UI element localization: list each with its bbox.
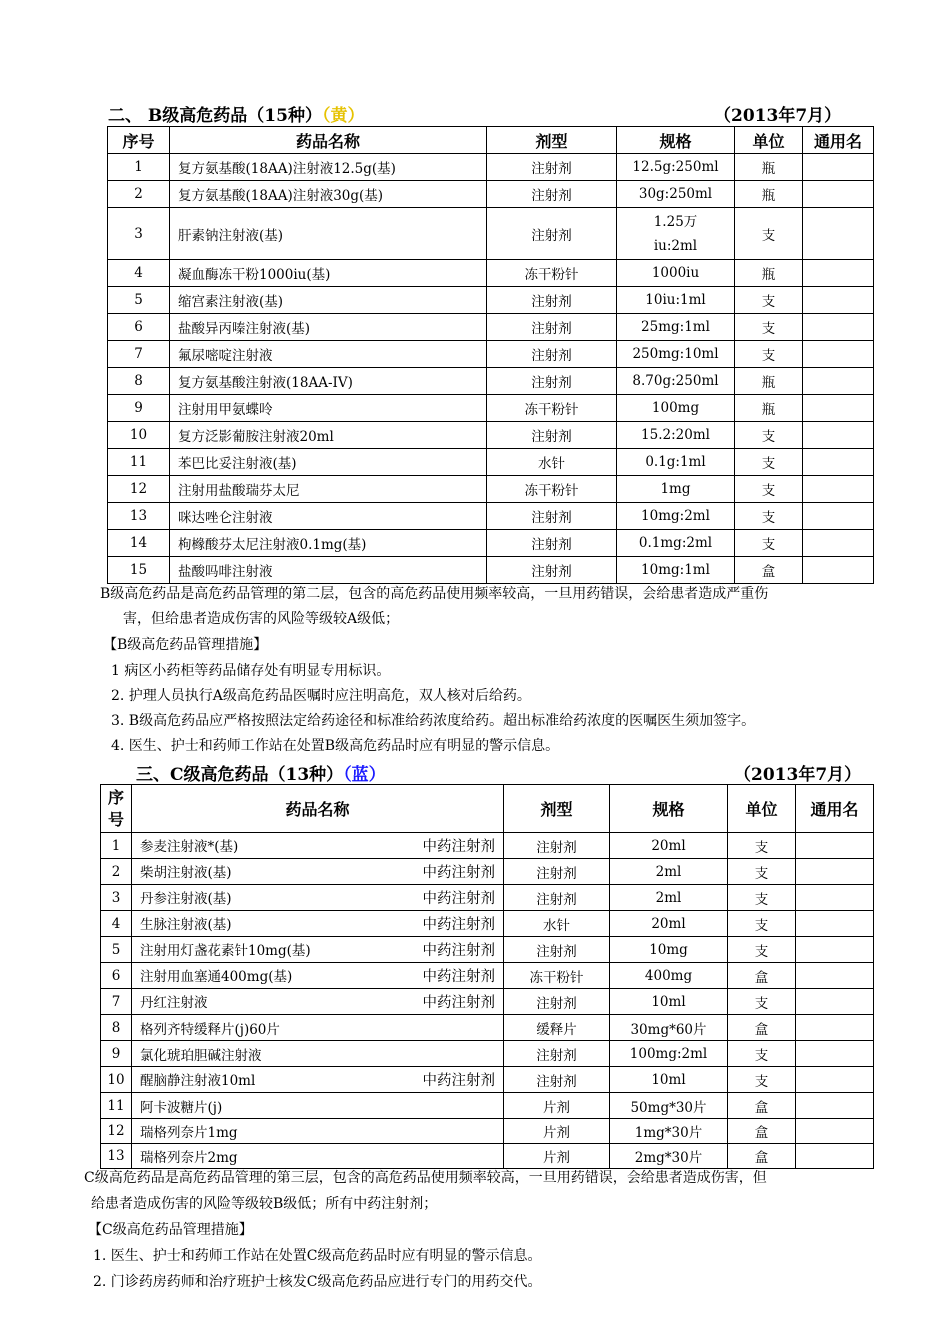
section-b-color-tag: （黄） [321, 106, 365, 126]
cell-unit: 支 [728, 937, 796, 963]
cell-no: 2 [101, 859, 132, 885]
cell-generic [803, 449, 874, 476]
cell-name [132, 937, 504, 963]
cell-unit: 支 [735, 530, 803, 557]
cell-form: 注射剂 [487, 181, 617, 208]
cell-name [170, 449, 487, 476]
col-header-name: 药品名称 [132, 785, 504, 833]
tcm-category-label: 中药注射剂 [422, 995, 495, 1011]
cell-name [132, 963, 504, 989]
cell-no: 6 [101, 963, 132, 989]
table-row [101, 963, 874, 989]
drug-name: 肝素钠注射液(基) [178, 227, 284, 244]
cell-name [132, 911, 504, 937]
cell-unit: 支 [728, 859, 796, 885]
table-row [101, 1119, 874, 1144]
cell-spec: 400mg [610, 963, 728, 989]
cell-no: 5 [101, 937, 132, 963]
drug-name: 缩宫素注射液(基) [178, 294, 284, 310]
cell-form: 注射剂 [487, 287, 617, 314]
cell-name [170, 341, 487, 368]
section-b-date: （2013年7月） [714, 106, 842, 126]
table-row [101, 1067, 874, 1093]
cell-no: 9 [108, 395, 170, 422]
table-row [101, 859, 874, 885]
cell-generic [803, 395, 874, 422]
section-c-table [100, 784, 874, 1169]
cell-form: 注射剂 [487, 341, 617, 368]
cell-generic [803, 287, 874, 314]
cell-unit: 支 [728, 1067, 796, 1093]
table-row [101, 1144, 874, 1169]
cell-no: 7 [101, 989, 132, 1015]
cell-form: 注射剂 [504, 1041, 610, 1067]
cell-form: 片剂 [504, 1093, 610, 1119]
cell-spec: 2ml [610, 859, 728, 885]
cell-spec: 20ml [610, 833, 728, 859]
cell-spec: 10mg:1ml [617, 557, 735, 584]
cell-form: 注射剂 [487, 208, 617, 260]
table-header-row [101, 785, 874, 833]
col-header-generic: 通用名 [796, 785, 874, 833]
cell-generic [796, 911, 874, 937]
cell-spec: 10ml [610, 989, 728, 1015]
col-header-generic: 通用名 [803, 127, 874, 154]
tcm-category-label: 中药注射剂 [422, 943, 495, 959]
cell-name [132, 859, 504, 885]
cell-no: 2 [108, 181, 170, 208]
cell-unit: 盒 [728, 1119, 796, 1144]
col-header-form: 剂型 [487, 127, 617, 154]
cell-form: 冻干粉针 [487, 260, 617, 287]
cell-name [132, 833, 504, 859]
cell-unit: 支 [735, 449, 803, 476]
col-header-form: 剂型 [504, 785, 610, 833]
cell-spec: 20ml [610, 911, 728, 937]
table-row [108, 395, 874, 422]
cell-generic [803, 181, 874, 208]
cell-form: 注射剂 [487, 503, 617, 530]
cell-generic [796, 1041, 874, 1067]
cell-generic [796, 1015, 874, 1041]
cell-unit: 支 [735, 341, 803, 368]
table-row [108, 530, 874, 557]
section-c-measure-2: 2. 门诊药房药师和治疗班护士核发C级高危药品应进行专门的用药交代。 [93, 1274, 542, 1290]
section-b-measure-4: 4. 医生、护士和药师工作站在处置B级高危药品时应有明显的警示信息。 [111, 738, 560, 754]
cell-name [132, 885, 504, 911]
cell-no: 10 [101, 1067, 132, 1093]
table-header-row [108, 127, 874, 154]
cell-unit: 盒 [728, 1144, 796, 1169]
cell-unit: 盒 [728, 963, 796, 989]
cell-spec: 1mg [617, 476, 735, 503]
cell-generic [803, 154, 874, 181]
cell-form: 片剂 [504, 1144, 610, 1169]
cell-form: 缓释片 [504, 1015, 610, 1041]
cell-unit: 盒 [735, 557, 803, 584]
cell-generic [803, 208, 874, 260]
cell-name [132, 1015, 504, 1041]
cell-form: 冻干粉针 [487, 476, 617, 503]
table-row [101, 911, 874, 937]
drug-name: 柴胡注射液(基) [140, 865, 232, 881]
section-c-measure-1: 1. 医生、护士和药师工作站在处置C级高危药品时应有明显的警示信息。 [93, 1248, 542, 1264]
col-header-name: 药品名称 [170, 127, 487, 154]
col-header-unit: 单位 [735, 127, 803, 154]
cell-unit: 支 [728, 1041, 796, 1067]
drug-name: 复方氨基酸(18AA)注射液12.5g(基) [178, 161, 396, 177]
cell-spec: 10ml [610, 1067, 728, 1093]
cell-generic [796, 885, 874, 911]
cell-generic [803, 368, 874, 395]
cell-name [170, 208, 487, 260]
cell-unit: 支 [735, 208, 803, 260]
drug-name: 复方泛影葡胺注射液20ml [178, 429, 334, 445]
drug-name: 氟尿嘧啶注射液 [178, 348, 273, 364]
table-row [108, 449, 874, 476]
drug-name: 复方氨基酸注射液(18AA-IV) [178, 375, 353, 391]
cell-unit: 瓶 [735, 368, 803, 395]
cell-generic [803, 314, 874, 341]
cell-form: 注射剂 [504, 859, 610, 885]
drug-name: 醒脑静注射液10ml [140, 1073, 256, 1089]
cell-generic [803, 260, 874, 287]
cell-name [170, 154, 487, 181]
cell-no: 13 [108, 503, 170, 530]
cell-spec: 8.70g:250ml [617, 368, 735, 395]
table-row [108, 422, 874, 449]
cell-no: 12 [108, 476, 170, 503]
cell-unit: 盒 [728, 1015, 796, 1041]
table-row [108, 503, 874, 530]
cell-name [170, 422, 487, 449]
cell-spec: 1mg*30片 [610, 1119, 728, 1144]
cell-form: 注射剂 [487, 368, 617, 395]
section-b-measure-3: 3. B级高危药品应严格按照法定给药途径和标准给药浓度给药。超出标准给药浓度的医嘱医生须加签字。 [111, 713, 756, 729]
table-row [108, 368, 874, 395]
cell-generic [796, 1144, 874, 1169]
cell-generic [803, 422, 874, 449]
cell-spec: 250mg:10ml [617, 341, 735, 368]
table-row [101, 1093, 874, 1119]
cell-form: 注射剂 [487, 530, 617, 557]
cell-unit: 瓶 [735, 395, 803, 422]
section-b-title: 二、 B级高危药品（15种） [108, 106, 322, 126]
cell-form: 冻干粉针 [487, 395, 617, 422]
cell-name [170, 287, 487, 314]
cell-name [170, 503, 487, 530]
cell-form: 注射剂 [504, 885, 610, 911]
drug-name: 生脉注射液(基) [140, 917, 232, 933]
table-row [108, 208, 874, 260]
cell-form: 水针 [504, 911, 610, 937]
cell-form: 注射剂 [504, 937, 610, 963]
section-b-heading [108, 101, 364, 126]
cell-form: 注射剂 [487, 422, 617, 449]
cell-name [132, 989, 504, 1015]
table-row [108, 260, 874, 287]
drug-name: 盐酸吗啡注射液 [178, 564, 273, 580]
cell-unit: 支 [735, 287, 803, 314]
cell-name [132, 1119, 504, 1144]
section-c-measures-title: 【C级高危药品管理措施】 [88, 1222, 253, 1238]
cell-no: 4 [108, 260, 170, 287]
cell-name [170, 530, 487, 557]
cell-form: 水针 [487, 449, 617, 476]
drug-name: 丹参注射液(基) [140, 891, 232, 907]
drug-name: 苯巴比妥注射液(基) [178, 456, 297, 472]
drug-name: 咪达唑仑注射液 [178, 510, 273, 526]
section-c-color-tag: （蓝） [343, 765, 386, 785]
table-row [108, 557, 874, 584]
cell-name [132, 1093, 504, 1119]
table-row [101, 1041, 874, 1067]
table-row [108, 287, 874, 314]
cell-spec: 0.1mg:2ml [617, 530, 735, 557]
cell-no: 7 [108, 341, 170, 368]
cell-name [170, 476, 487, 503]
cell-generic [796, 833, 874, 859]
cell-spec: 50mg*30片 [610, 1093, 728, 1119]
cell-generic [796, 1093, 874, 1119]
tcm-category-label: 中药注射剂 [422, 891, 495, 907]
tcm-category-label: 中药注射剂 [422, 969, 495, 985]
tcm-category-label: 中药注射剂 [422, 865, 495, 881]
col-header-no: 序号 [108, 127, 170, 154]
cell-form: 注射剂 [487, 314, 617, 341]
cell-form: 冻干粉针 [504, 963, 610, 989]
cell-name [170, 314, 487, 341]
section-c-description-1: C级高危药品是高危药品管理的第三层，包含的高危药品使用频率较高，一旦用药错误，会给患者造成伤害，但 [84, 1170, 767, 1186]
cell-unit: 支 [728, 911, 796, 937]
section-b-measure-1: 1 病区小药柜等药品储存处有明显专用标识。 [111, 663, 391, 679]
cell-spec: 1000iu [617, 260, 735, 287]
col-header-spec: 规格 [617, 127, 735, 154]
cell-spec: 100mg [617, 395, 735, 422]
cell-generic [803, 476, 874, 503]
drug-name: 丹红注射液 [140, 995, 208, 1011]
cell-spec: 30g:250ml [617, 181, 735, 208]
spec-line-1: 1.25万 [653, 213, 698, 230]
cell-unit: 支 [735, 422, 803, 449]
cell-generic [796, 989, 874, 1015]
table-row [101, 1015, 874, 1041]
drug-name: 注射用盐酸瑞芬太尼 [178, 483, 300, 499]
cell-name [170, 181, 487, 208]
cell-name [132, 1144, 504, 1169]
cell-no: 1 [101, 833, 132, 859]
cell-no: 6 [108, 314, 170, 341]
drug-name: 氯化琥珀胆碱注射液 [140, 1047, 262, 1064]
cell-spec: 15.2:20ml [617, 422, 735, 449]
cell-unit: 瓶 [735, 181, 803, 208]
cell-spec: 2mg*30片 [610, 1144, 728, 1169]
cell-unit: 支 [735, 503, 803, 530]
cell-form: 注射剂 [504, 1067, 610, 1093]
cell-generic [796, 859, 874, 885]
cell-generic [803, 530, 874, 557]
cell-no: 3 [108, 208, 170, 260]
cell-unit: 支 [735, 314, 803, 341]
cell-generic [803, 341, 874, 368]
cell-unit: 盒 [728, 1093, 796, 1119]
section-b-table [107, 126, 874, 584]
section-c-date: （2013年7月） [734, 765, 862, 785]
table-row [108, 154, 874, 181]
table-row [108, 341, 874, 368]
cell-no: 9 [101, 1041, 132, 1067]
section-c-heading [136, 760, 386, 785]
table-row [108, 181, 874, 208]
cell-name [132, 1067, 504, 1093]
cell-no: 10 [108, 422, 170, 449]
cell-form: 注射剂 [504, 989, 610, 1015]
cell-spec: 100mg:2ml [610, 1041, 728, 1067]
cell-no: 1 [108, 154, 170, 181]
cell-no: 11 [101, 1093, 132, 1119]
tcm-category-label: 中药注射剂 [422, 917, 495, 933]
col-header-spec: 规格 [610, 785, 728, 833]
drug-name: 注射用血塞通400mg(基) [140, 969, 293, 985]
cell-spec: 25mg:1ml [617, 314, 735, 341]
drug-name: 瑞格列奈片2mg [140, 1150, 238, 1166]
col-header-no: 序号 [101, 785, 132, 833]
cell-no: 13 [101, 1144, 132, 1169]
cell-no: 12 [101, 1119, 132, 1144]
cell-form: 注射剂 [504, 833, 610, 859]
cell-generic [796, 937, 874, 963]
cell-spec: 10mg:2ml [617, 503, 735, 530]
cell-spec: 0.1g:1ml [617, 449, 735, 476]
section-b-description-2: 害，但给患者造成伤害的风险等级较A级低； [123, 611, 400, 627]
drug-name: 瑞格列奈片1mg [140, 1125, 238, 1141]
section-b-measures-title: 【B级高危药品管理措施】 [103, 637, 268, 653]
cell-name [132, 1041, 504, 1067]
cell-no: 3 [101, 885, 132, 911]
cell-unit: 瓶 [735, 260, 803, 287]
cell-no: 14 [108, 530, 170, 557]
cell-generic [796, 1067, 874, 1093]
section-b-description-1: B级高危药品是高危药品管理的第二层，包含的高危药品使用频率较高，一旦用药错误，会给患者造成严重伤 [100, 586, 769, 602]
drug-name: 参麦注射液*(基) [140, 839, 239, 855]
cell-generic [796, 963, 874, 989]
cell-form: 注射剂 [487, 557, 617, 584]
cell-spec: 2ml [610, 885, 728, 911]
cell-unit: 支 [735, 476, 803, 503]
cell-name [170, 260, 487, 287]
drug-name: 格列齐特缓释片(j)60片 [140, 1021, 280, 1038]
cell-no: 4 [101, 911, 132, 937]
cell-generic [803, 557, 874, 584]
cell-generic [796, 1119, 874, 1144]
cell-spec: 10iu:1ml [617, 287, 735, 314]
cell-name [170, 368, 487, 395]
table-row [108, 314, 874, 341]
cell-no: 8 [108, 368, 170, 395]
table-row [101, 833, 874, 859]
drug-name: 阿卡波糖片(j) [140, 1099, 223, 1116]
cell-no: 11 [108, 449, 170, 476]
col-header-unit: 单位 [728, 785, 796, 833]
drug-name: 盐酸异丙嗪注射液(基) [178, 321, 311, 337]
cell-form: 片剂 [504, 1119, 610, 1144]
cell-generic [803, 503, 874, 530]
cell-unit: 支 [728, 885, 796, 911]
spec-line-2: iu:2ml [653, 237, 698, 254]
table-row [101, 937, 874, 963]
cell-unit: 支 [728, 989, 796, 1015]
section-c-title: 三、C级高危药品（13种） [136, 765, 344, 785]
tcm-category-label: 中药注射剂 [422, 1073, 495, 1089]
cell-no: 15 [108, 557, 170, 584]
drug-name: 枸橼酸芬太尼注射液0.1mg(基) [178, 537, 367, 553]
table-row [101, 989, 874, 1015]
drug-name: 注射用灯盏花素针10mg(基) [140, 943, 311, 959]
cell-name [170, 395, 487, 422]
cell-spec: 30mg*60片 [610, 1015, 728, 1041]
cell-no: 5 [108, 287, 170, 314]
cell-spec: 12.5g:250ml [617, 154, 735, 181]
cell-form: 注射剂 [487, 154, 617, 181]
cell-unit: 瓶 [735, 154, 803, 181]
table-row [108, 476, 874, 503]
cell-no: 8 [101, 1015, 132, 1041]
tcm-category-label: 中药注射剂 [422, 839, 495, 855]
drug-name: 复方氨基酸(18AA)注射液30g(基) [178, 188, 384, 204]
section-b-measure-2: 2. 护理人员执行A级高危药品医嘱时应注明高危，双人核对后给药。 [111, 688, 531, 704]
section-c-description-2: 给患者造成伤害的风险等级较B级低；所有中药注射剂； [91, 1196, 438, 1212]
drug-name: 注射用甲氨蝶呤 [178, 402, 273, 418]
cell-spec [617, 208, 735, 260]
cell-unit: 支 [728, 833, 796, 859]
cell-spec: 10mg [610, 937, 728, 963]
table-row [101, 885, 874, 911]
drug-name: 凝血酶冻干粉1000iu(基) [178, 267, 331, 283]
cell-name [170, 557, 487, 584]
